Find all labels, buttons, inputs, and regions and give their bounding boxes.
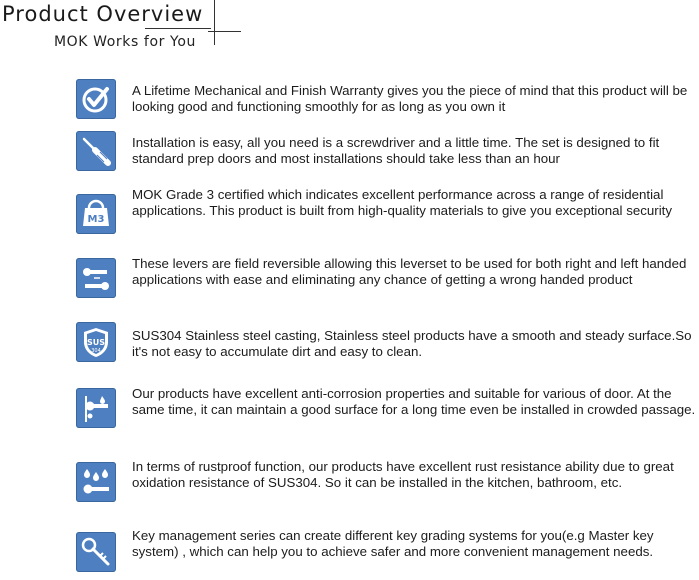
feature-text: SUS304 Stainless steel casting, Stainless steel products have a smooth and steady surface.So it's not easy to accumulate dirt and easy to clean. — [132, 328, 692, 359]
feature-text: These levers are field reversible allowing this leverset to be used for both right and left handed applications with ease and eliminating any chance of getting a wrong handed product — [132, 256, 687, 287]
icon-label: SUS — [86, 338, 106, 347]
rustproof-water-drops-icon — [76, 462, 116, 502]
header-vertical-rule — [214, 0, 215, 45]
screwdriver-icon — [76, 131, 116, 171]
anti-corrosion-lever-icon — [76, 388, 116, 428]
title-underline — [145, 28, 211, 29]
key-management-icon — [76, 532, 116, 572]
feature-text: MOK Grade 3 certified which indicates excellent performance across a range of residential applications. This product is built from high-quality materials to give you exceptional security — [132, 187, 673, 218]
feature-text: Our products have excellent anti-corrosion properties and suitable for various of door. At the same time, it can maintain a good surface for a long time even be installed in crowded passage. — [132, 386, 696, 417]
feature-text: In terms of rustproof function, our products have excellent rust resistance ability due to great oxidation resistance of SUS304. So it can be installed in the kitchen, bathroom, etc. — [132, 459, 674, 490]
grade-m3-badge-icon — [76, 194, 116, 234]
page-title: Product Overview — [2, 2, 204, 26]
feature-text: Key management series can create different key grading systems for you(e.g Master key system) , which can help you to achieve safer and more convenient management needs. — [132, 528, 654, 559]
subtitle-rule — [208, 31, 241, 32]
feature-text: A Lifetime Mechanical and Finish Warranty gives you the piece of mind that this product will be looking good and functioning smoothly for as long as you own it — [132, 83, 688, 114]
page-subtitle: MOK Works for You — [54, 34, 196, 50]
feature-text: Installation is easy, all you need is a screwdriver and a little time. The set is designed to fit standard prep doors and most installations should take less than an hour — [132, 135, 660, 166]
icon-label: M3 — [87, 214, 105, 225]
icon-sublabel: 304 — [91, 348, 101, 354]
sus304-shield-icon — [76, 322, 116, 362]
warranty-check-icon — [76, 79, 116, 119]
reversible-lever-icon — [76, 258, 116, 298]
